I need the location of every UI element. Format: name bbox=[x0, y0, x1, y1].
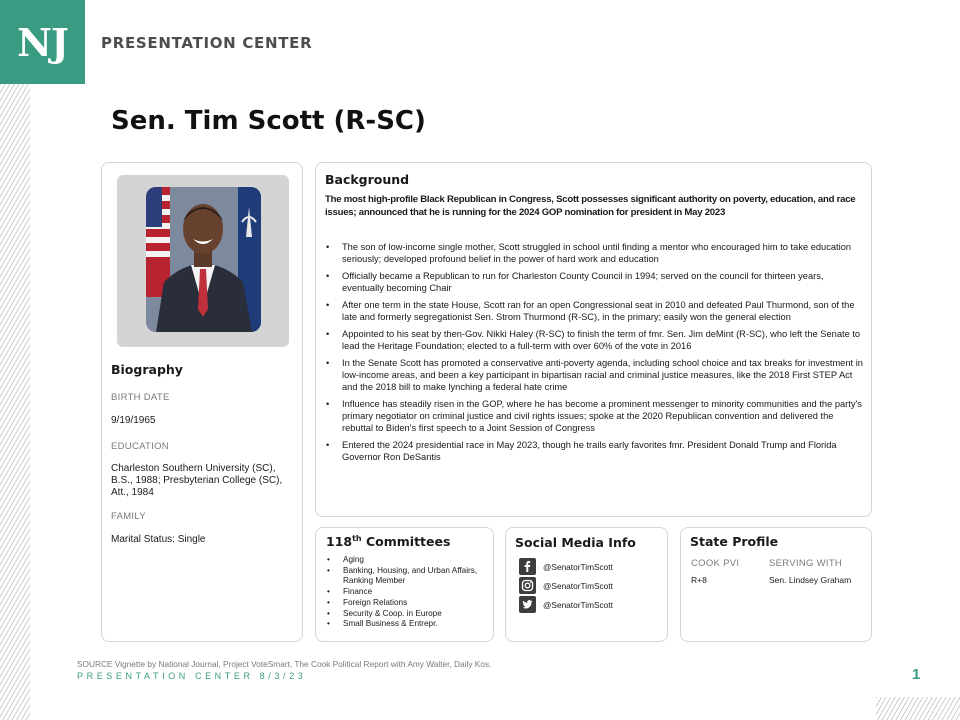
background-bullet: • Entered the 2024 presidential race in May 2023, though he trails early favorites fmr. President Donald Trump and Florida Governor Ron DeSantis bbox=[325, 439, 863, 463]
background-card bbox=[315, 162, 872, 517]
biography-card bbox=[101, 162, 303, 642]
committee-item: • Banking, Housing, and Urban Affairs, Ranking Member bbox=[326, 566, 491, 587]
education-value: Charleston Southern University (SC), B.S., 1988; Presbyterian College (SC), Att., 1984 bbox=[111, 463, 283, 498]
serving-with-value: Sen. Lindsey Graham bbox=[769, 575, 852, 585]
social-row-facebook[interactable] bbox=[519, 558, 613, 575]
social-media-heading: Social Media Info bbox=[515, 535, 636, 550]
education-label: EDUCATION bbox=[111, 441, 169, 452]
state-profile-card bbox=[680, 527, 872, 642]
background-bullet: • In the Senate Scott has promoted a conservative anti-poverty agenda, including school choice and tax breaks for investment in low-income areas, and been a key participant in bipartisan racial and criminal justice measures, like the 2018 First STEP Act and the 2018 bill to make lynching a federal hate crime bbox=[325, 357, 863, 393]
decorative-hatch-bottom bbox=[876, 697, 960, 720]
background-bullet: • Influence has steadily risen in the GOP, where he has become a prominent messenger to minority communities and the party's primary negotiator on criminal justice and civil rights issues; spoke at the 2020 Republican convention and delivered the rebuttal to Biden's first speech to a Joint Session of Congress bbox=[325, 398, 863, 434]
committees-heading-number: 118 bbox=[326, 534, 353, 550]
cook-pvi-label: COOK PVI bbox=[691, 558, 740, 569]
committees-card bbox=[315, 527, 494, 642]
birth-date-label: BIRTH DATE bbox=[111, 392, 170, 403]
background-bullet: • Officially became a Republican to run for Charleston County Council in 1994; served on the council for thirteen years, eventually becoming Chair bbox=[325, 270, 863, 294]
birth-date-value: 9/19/1965 bbox=[111, 415, 156, 426]
committee-item: • Security & Coop. in Europe bbox=[326, 609, 491, 620]
social-row-instagram[interactable] bbox=[519, 577, 613, 594]
page-title: Sen. Tim Scott (R-SC) bbox=[111, 106, 426, 136]
committee-item: • Aging bbox=[326, 555, 491, 566]
background-bullet: • Appointed to his seat by then-Gov. Nikki Haley (R-SC) to finish the term of fmr. Sen. Jim deMint (R-SC), who left the Senate to lead the Heritage Foundation; elected to a full-term with over 60% of the vote in 2016 bbox=[325, 328, 863, 352]
nj-logo: NJ bbox=[0, 0, 85, 84]
committee-item: • Small Business & Entrepr. bbox=[326, 619, 491, 630]
decorative-hatch-left bbox=[0, 84, 30, 720]
family-label: FAMILY bbox=[111, 511, 146, 522]
portrait-photo bbox=[146, 187, 261, 332]
committees-heading-sup: th bbox=[352, 534, 362, 543]
social-row-twitter[interactable] bbox=[519, 596, 613, 613]
header-title: PRESENTATION CENTER bbox=[101, 34, 313, 52]
cook-pvi-value: R+8 bbox=[691, 575, 707, 585]
committees-heading-text: Committees bbox=[361, 534, 451, 550]
state-profile-heading: State Profile bbox=[690, 534, 779, 549]
background-bullet: • The son of low-income single mother, Scott struggled in school until finding a mentor who encouraged him to take education seriously; developed profound belief in the power of hard work and education bbox=[325, 241, 863, 265]
portrait-frame bbox=[117, 175, 289, 347]
instagram-icon bbox=[519, 577, 536, 594]
background-bullet: • After one term in the state House, Scott ran for an open Congressional seat in 2010 and defeated Paul Thurmond, son of the late and formerly segregationist Sen. Strom Thurmond (R-SC), in the primary; easily won the general election bbox=[325, 299, 863, 323]
twitter-handle: @SenatorTimScott bbox=[543, 599, 613, 610]
facebook-handle: @SenatorTimScott bbox=[543, 561, 613, 572]
background-heading: Background bbox=[325, 172, 410, 187]
source-note: SOURCE Vignette by National Journal, Project VoteSmart, The Cook Political Report with Amy Walter, Daily Kos. bbox=[77, 659, 492, 669]
biography-heading: Biography bbox=[111, 362, 183, 377]
page-number: 1 bbox=[912, 666, 921, 683]
family-value: Marital Status: Single bbox=[111, 534, 206, 545]
background-bullets bbox=[325, 241, 863, 468]
social-media-card bbox=[505, 527, 668, 642]
footer-brand: PRESENTATION CENTER 8/3/23 bbox=[77, 671, 307, 681]
background-lead: The most high-profile Black Republican in Congress, Scott possesses significant authority on poverty, education, and race issues; announced that he is running for the 2024 GOP nomination for president in May 2023 bbox=[325, 194, 856, 218]
serving-with-label: SERVING WITH bbox=[769, 558, 843, 569]
facebook-icon bbox=[519, 558, 536, 575]
committee-item: • Foreign Relations bbox=[326, 598, 491, 609]
committee-item: • Finance bbox=[326, 587, 491, 598]
committees-list bbox=[326, 555, 491, 630]
twitter-icon bbox=[519, 596, 536, 613]
instagram-handle: @SenatorTimScott bbox=[543, 580, 613, 591]
committees-heading bbox=[326, 534, 450, 549]
